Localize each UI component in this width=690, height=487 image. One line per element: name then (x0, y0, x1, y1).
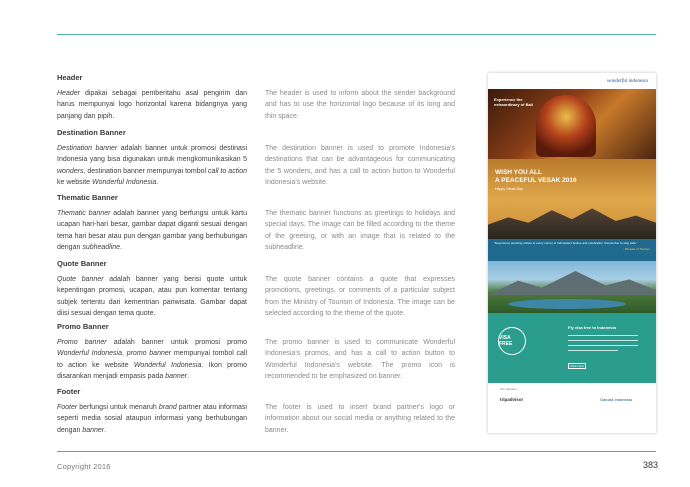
indonesian-text: Footer berfungsi untuk menaruh brand partner atau informasi seperti media sosial ataupun informasi yang berhubungan dengan banner. (57, 404, 247, 434)
section-quote (57, 259, 455, 319)
section-destination (57, 128, 455, 188)
mockup-quote-banner (488, 239, 656, 261)
mockup-destination-banner (488, 89, 656, 159)
indonesian-text: Promo banner adalah banner untuk promosi promo Wonderful Indonesia, promo banner mempunyai tombol call to action ke website Wonderful Indonesia. Ikon promo disarankan menjadi empasis pada banner. (57, 339, 248, 380)
quote-author: - Minister of Tourism (623, 246, 650, 251)
section-title: Thematic Banner (57, 193, 118, 202)
section-promo (57, 322, 455, 382)
tripadvisor-logo: tripadvisor (500, 397, 524, 402)
dancer-image (536, 95, 596, 157)
section-footer (57, 387, 455, 436)
copyright: Copyright 2016 (57, 462, 111, 471)
quote-text: "Experience amazing culture in every corner of Indonesia's festive and celebration. Remember to stay safe." (494, 241, 638, 245)
page-number: 383 (642, 460, 658, 470)
email-banner-mockup (488, 73, 656, 433)
partner-label: Our partners (500, 387, 517, 391)
section-thematic (57, 193, 455, 253)
mockup-thematic-banner (488, 159, 656, 239)
english-text: The header is used to inform about the sender background and has to use the horizontal logo because of its long and thin space. (265, 90, 455, 120)
english-text: The thematic banner functions as greetings to holidays and special days. The image can be filled according to the theme of the greeting, or with an image that is related to the subheadline. (265, 210, 455, 251)
section-title: Header (57, 73, 83, 82)
indonesian-text: Header dipakai sebagai pemberitahu asal pengirim dan harus mempunyai logo horizontal karena bidangnya yang panjang dan pipih. (57, 90, 247, 120)
english-text: The destination banner is used to promote Indonesia's destinations that can be advantageous for communicating the 5 wonders, and has a call to action button to Wonderful Indonesia's website. (265, 145, 455, 186)
promo-text-line (568, 350, 618, 351)
section-header (57, 73, 455, 122)
destination-text: Experience the extraordinary of Bali (494, 97, 533, 107)
section-title: Footer (57, 387, 81, 396)
section-title: Promo Banner (57, 322, 109, 331)
crater-lake (508, 299, 626, 309)
promo-title: Fly visa free to Indonesia (568, 325, 616, 330)
thematic-subheadline: Happy Vesak Day (495, 187, 523, 191)
promo-text-line (568, 345, 638, 346)
garuda-logo: Garuda Indonesia (600, 397, 632, 402)
thematic-headline: WISH YOU ALL A PEACEFUL VESAK 2016 (495, 169, 577, 184)
temple-image (488, 203, 656, 239)
promo-text-line (568, 335, 638, 336)
indonesian-text: Quote banner adalah banner yang berisi quote untuk kepentingan promosi, ucapan, atau pun komentar tentang subjek tertentu dari kementrian pariwisata. Gambar dapat diisi sesuai dengan tema quote. (57, 276, 247, 317)
english-text: The quote banner contains a quote that expresses promotions, greetings, or comments of a particular subject from the Ministry of Tourism of Indonesia. The image can be selected according to the theme of the quote. (265, 276, 455, 317)
section-title: Quote Banner (57, 259, 107, 268)
section-title: Destination Banner (57, 128, 126, 137)
indonesian-text: Thematic banner adalah banner yang berfungsi untuk kartu ucapan hari-hari besar, gambar dapat diganti sesuai dengan tema hari besar atau pun dengan gambar yang berhubungan dengan subheadline. (57, 210, 247, 251)
english-text: The footer is used to insert brand partner's logo or information about our social media or anything related to the banner. (265, 404, 455, 434)
wonderful-indonesia-logo: wonderful indonesia (607, 78, 648, 84)
mockup-footer (488, 383, 656, 423)
mockup-promo-banner (488, 313, 656, 383)
mockup-header (488, 73, 656, 89)
english-text: The promo banner is used to communicate Wonderful Indonesia's promos, and has a call to action button to Wonderful Indonesia's website. The promo icon is recommended to be emphasized on banner. (265, 339, 455, 380)
mountain-peak (488, 271, 656, 295)
promo-cta-button[interactable]: Click Here (568, 363, 586, 369)
indonesian-text: Destination banner adalah banner untuk promosi destinasi Indonesia yang bisa digunakan untuk mengkomunikasikan 5 wonders, destination banner mempunyai tombol call to action ke website Wonderful Indonesia. (57, 145, 247, 186)
promo-text-line (568, 340, 638, 341)
mountain-image (488, 261, 656, 313)
visa-free-icon: VISA FREE (498, 327, 526, 355)
top-rule (57, 34, 656, 35)
bottom-rule (57, 451, 656, 452)
